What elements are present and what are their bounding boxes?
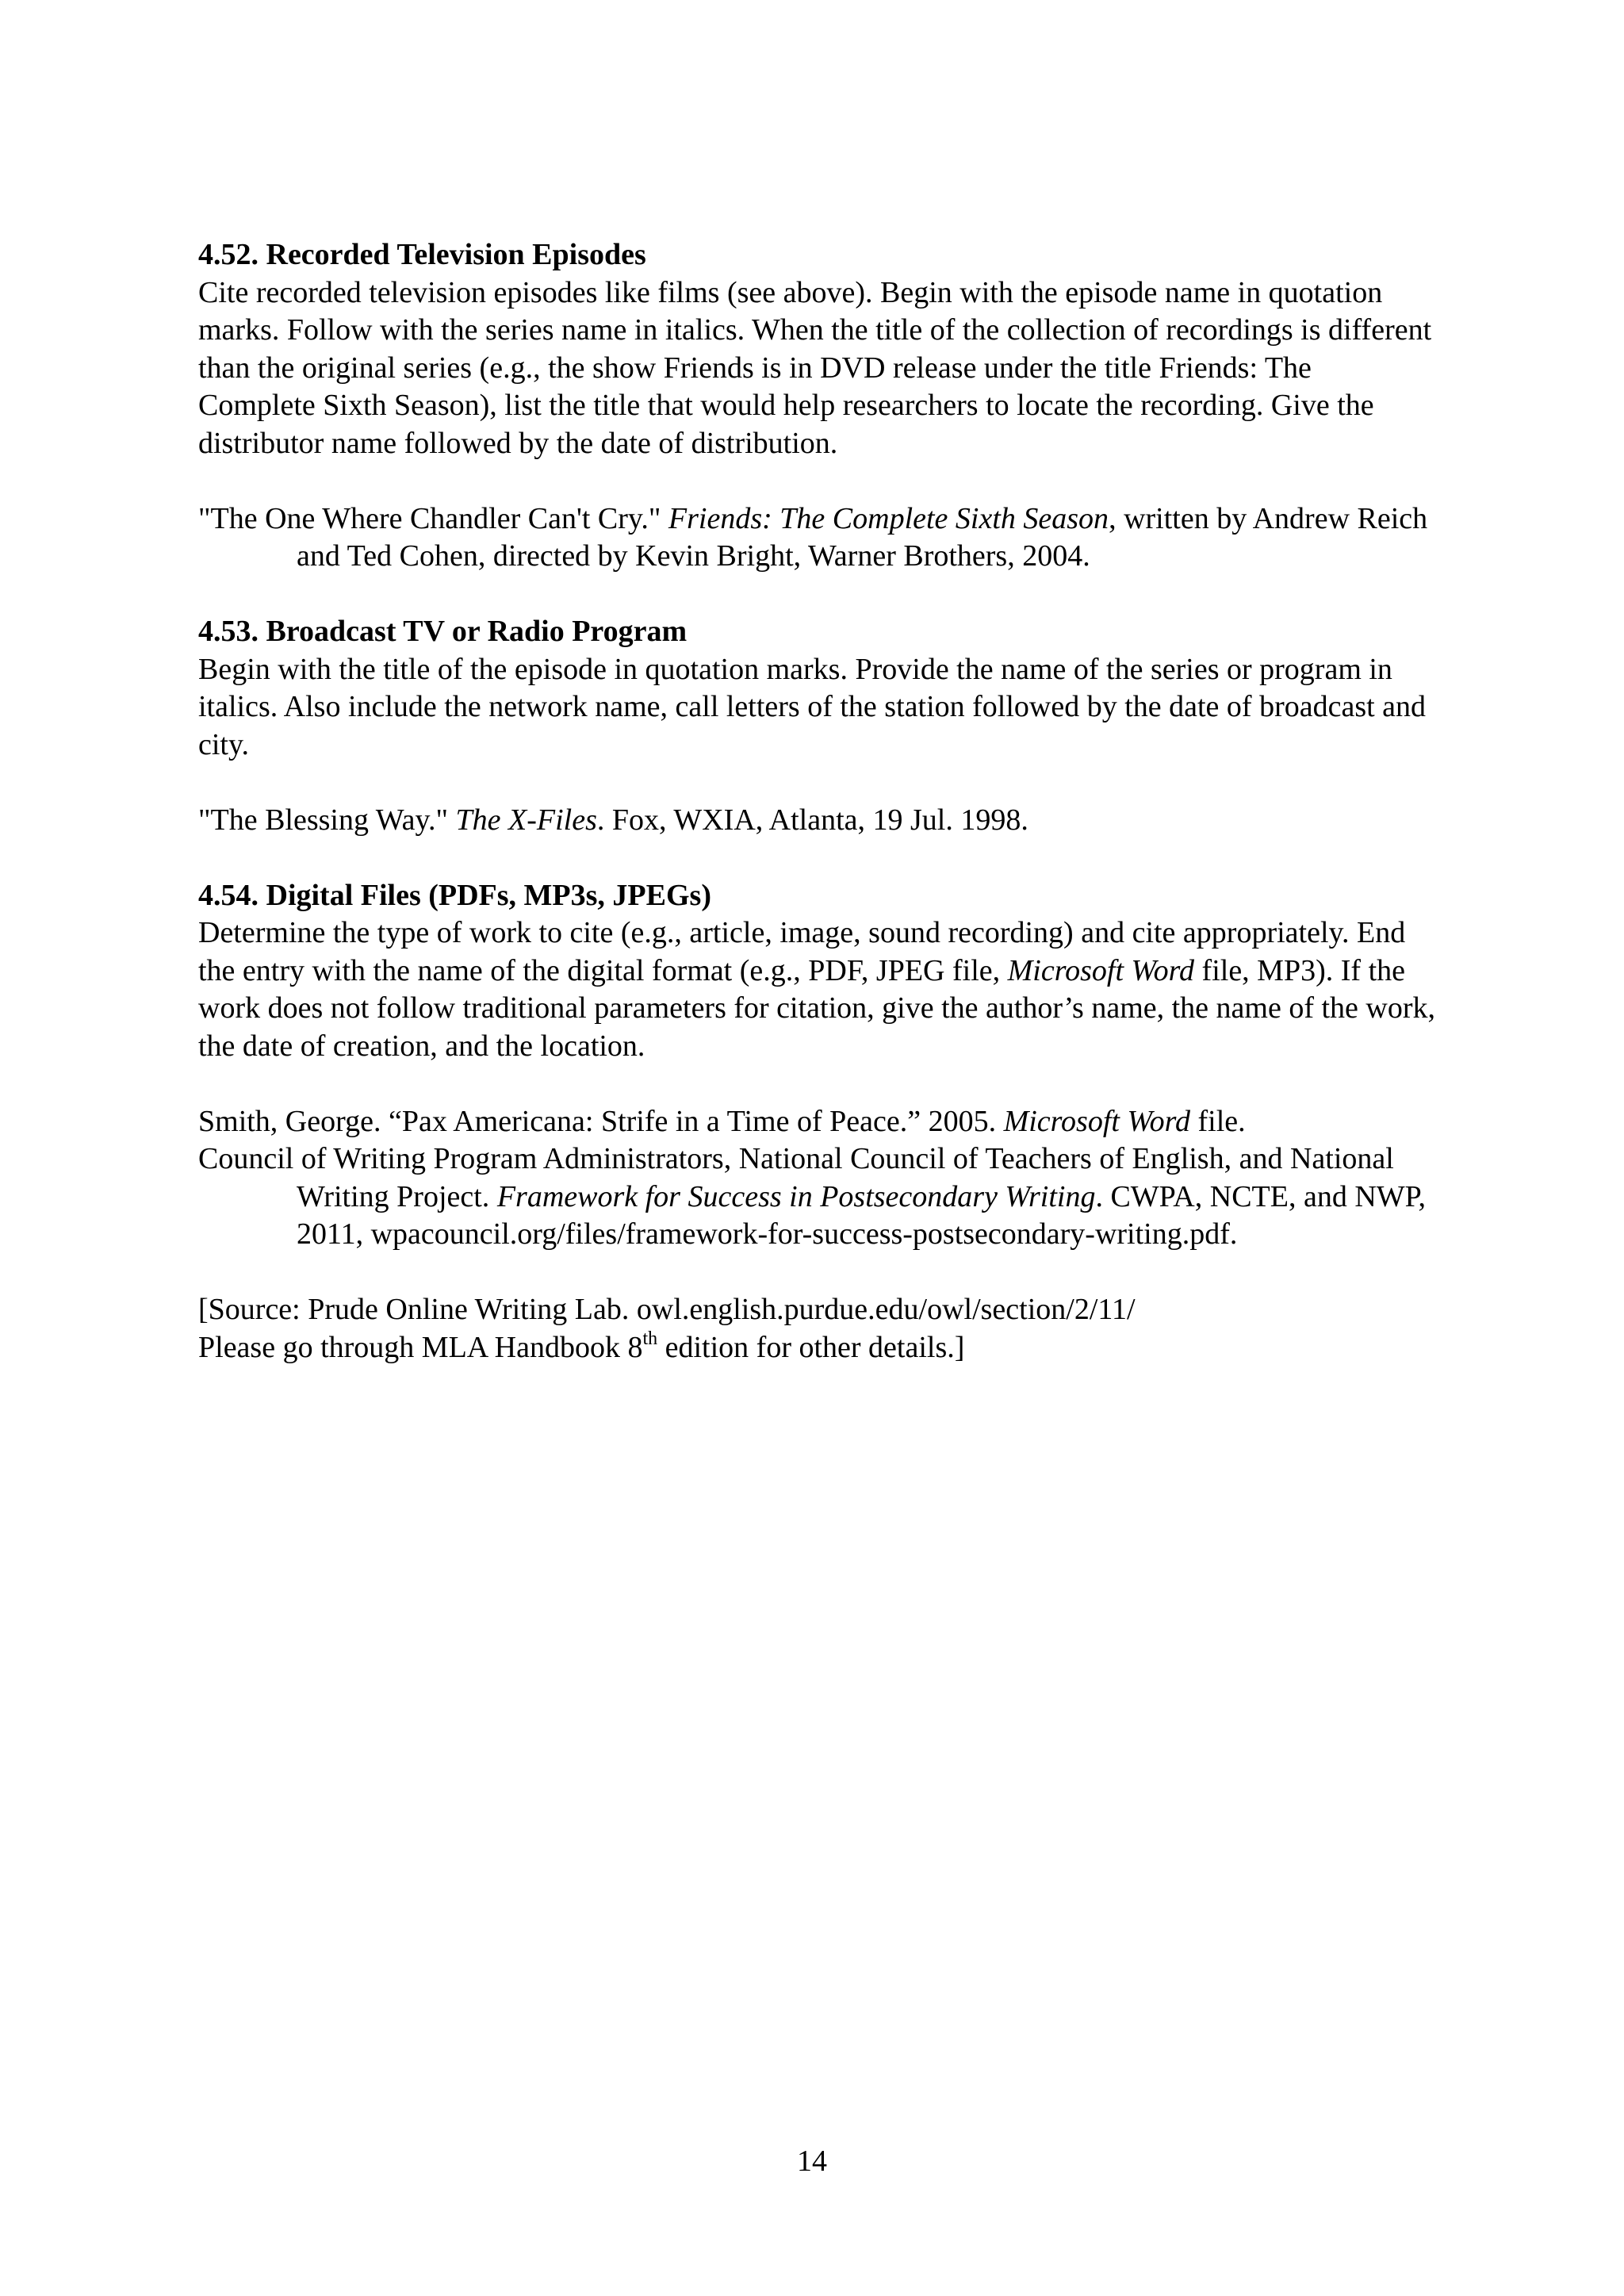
section-heading: 4.52. Recorded Television Episodes (198, 238, 646, 271)
citation-example (198, 1140, 1435, 1254)
citation-text: Smith, George. “Pax Americana: Strife in a Time of Peace.” 2005. (198, 1104, 1004, 1138)
section-body: Cite recorded television episodes like films (see above). Begin with the episode name in quotation marks. Follow with the series name in italics. When the title of the collection of recordings is different than the original series (e.g., the show Friends is in DVD release under the title Friends: The Complete Sixth Season), list the title that would help researchers to locate the recording. Give the distributor name followed by the date of distribution. (198, 275, 1432, 460)
citation-example (198, 802, 1435, 840)
citation-text: "The One Where Chandler Can't Cry." (198, 501, 668, 535)
citation-title-italic: The X-Files (455, 803, 597, 837)
citation-text: . CWPA, NCTE, and NWP, 2011, wpacouncil.org/files/framework-for-success-postsecondary-writing.pdf. (297, 1179, 1427, 1251)
citation-text: , written by Andrew Reich and Ted Cohen, directed by Kevin Bright, Warner Brothers, 2004. (297, 501, 1428, 573)
ordinal-superscript: th (642, 1328, 658, 1349)
body-italic: Microsoft Word (1007, 953, 1195, 987)
citation-text: Council of Writing Program Administrators, National Council of Teachers of English, and National Writing Project. (198, 1142, 1394, 1213)
body-text: file, MP3). If the work does not follow traditional parameters for citation, give the author’s name, the name of the work, the date of creation, and the location. (198, 953, 1436, 1063)
section-4-52 (198, 236, 1435, 576)
source-line: [Source: Prude Online Writing Lab. owl.english.purdue.edu/owl/section/2/11/ (198, 1293, 1136, 1326)
citation-text: . Fox, WXIA, Atlanta, 19 Jul. 1998. (596, 803, 1028, 837)
section-heading: 4.53. Broadcast TV or Radio Program (198, 615, 688, 648)
citation-example (198, 500, 1435, 576)
document-page (198, 236, 1435, 1366)
section-4-53 (198, 613, 1435, 839)
citation-text: file. (1190, 1104, 1246, 1138)
citation-title-italic: Friends: The Complete Sixth Season (668, 501, 1109, 535)
source-text: Please go through MLA Handbook 8 (198, 1330, 643, 1364)
citation-title-italic: Framework for Success in Postsecondary Writing (496, 1179, 1096, 1213)
page-number: 14 (797, 2145, 827, 2178)
section-body: Begin with the title of the episode in quotation marks. Provide the name of the series or program in italics. Also include the network name, call letters of the station followed by the date of broadcast and city. (198, 652, 1427, 761)
section-4-54 (198, 877, 1435, 1254)
citation-example (198, 1103, 1435, 1141)
source-line (198, 1329, 1435, 1367)
source-text: edition for other details.] (657, 1330, 965, 1364)
citation-title-italic: Microsoft Word (1003, 1104, 1190, 1138)
section-heading: 4.54. Digital Files (PDFs, MP3s, JPEGs) (198, 878, 711, 912)
body-text: Determine the type of work to cite (e.g., article, image, sound recording) and cite appropriately. End the entry with the name of the digital format (e.g., PDF, JPEG file, (198, 916, 1406, 987)
citation-text: "The Blessing Way." (198, 803, 456, 837)
section-body (198, 914, 1435, 1065)
source-note (198, 1291, 1435, 1366)
